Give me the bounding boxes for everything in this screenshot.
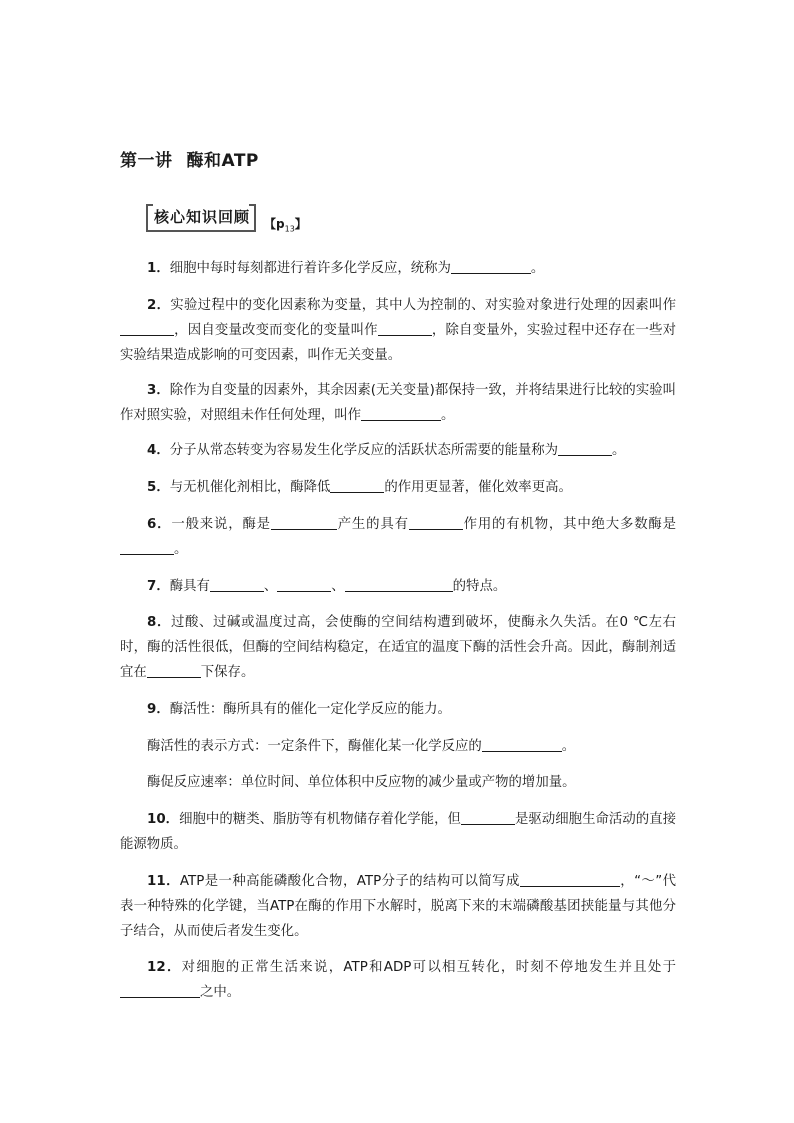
question-9-line-3: 酶促反应速率：单位时间、单位体积中反应物的减少量或产物的增加量。 [147,775,576,790]
answer-blank[interactable] [482,736,562,752]
answer-blank[interactable] [378,320,432,336]
answer-blank[interactable] [120,320,174,336]
question-number: 12． [147,960,182,975]
question-number: 2． [147,298,171,313]
question-number: 11． [147,874,180,889]
answer-blank[interactable] [451,258,531,274]
answer-blank[interactable] [210,576,264,592]
question-number: 1． [147,261,170,276]
question-5: 5．与无机催化剂相比，酶降低 的作用更显著，催化效率更高。 [120,475,676,500]
answer-blank[interactable] [330,477,384,493]
question-9-line-2: 酶活性的表示方式：一定条件下，酶催化某一化学反应的 。 [120,734,676,759]
lesson-title [120,146,259,171]
question-number: 8． [147,615,171,630]
question-4: 4．分子从常态转变为容易发生化学反应的活跃状态所需要的能量称为 。 [120,438,676,463]
question-number: 4． [147,443,170,458]
answer-blank[interactable] [520,871,620,887]
question-7: 7．酶具有 、 、 的特点。 [120,574,676,599]
question-3: 3．除作为自变量的因素外，其余因素(无关变量)都保持一致，并将结果进行比较的实验叫作对照实验，对照组未作任何处理，叫作 。 [120,383,677,423]
question-1: 1．细胞中每时每刻都进行着许多化学反应，统称为 。 [120,256,676,281]
question-12: 12．对细胞的正常生活来说，ATP和ADP可以相互转化，时刻不停地发生并且处于之中。 [120,955,676,1005]
answer-blank[interactable] [120,982,200,998]
lesson-topic: 酶和ATP [186,151,259,171]
question-number: 10． [147,812,180,827]
question-6: 6．一般来说，酶是 产生的具有 作用的有机物，其中绝大多数酶是。 [120,512,676,562]
lesson-number: 第一讲 [120,151,173,171]
answer-blank[interactable] [271,514,337,530]
answer-blank[interactable] [277,576,331,592]
answer-blank[interactable] [558,440,612,456]
question-10: 10．细胞中的糖类、脂肪等有机物储存着化学能，但 是驱动细胞生命活动的直接能源物质。 [120,807,676,857]
question-8: 8．过酸、过碱或温度过高，会使酶的空间结构遭到破坏，使酶永久失活。在0 ℃左右时，酶的活性很低，但酶的空间结构稳定，在适宜的温度下酶的活性会升高。因此，酶制剂适宜在 下保存。 [120,615,677,680]
answer-blank[interactable] [361,405,441,421]
question-11: 11．ATP是一种高能磷酸化合物，ATP分子的结构可以简写成 ，“～”代表一种特殊的化学键，当ATP在酶的作用下水解时，脱离下来的末端磷酸基团挟能量与其他分子结合，从而使后者发生变化。 [120,869,676,944]
question-number: 5． [147,480,170,495]
answer-blank[interactable] [345,576,453,592]
answer-blank[interactable] [461,809,515,825]
answer-blank[interactable] [147,662,201,678]
question-number: 9． [147,702,170,717]
question-9: 9．酶活性：酶所具有的催化一定化学反应的能力。 [147,702,451,717]
question-number: 7． [147,579,170,594]
answer-blank[interactable] [120,539,174,555]
section-header [146,204,307,232]
page-reference: 【p13】 [264,217,307,234]
question-number: 3． [147,383,170,398]
answer-blank[interactable] [409,514,463,530]
section-label: 核心知识回顾 [146,204,256,232]
question-2: 2．实验过程中的变化因素称为变量，其中人为控制的、对实验对象进行处理的因素叫作，因自变量改变而变化的变量叫作 ，除自变量外，实验过程中还存在一些对实验结果造成影响的可变因素，叫作无关变量。 [120,298,677,363]
question-number: 6． [147,517,172,532]
